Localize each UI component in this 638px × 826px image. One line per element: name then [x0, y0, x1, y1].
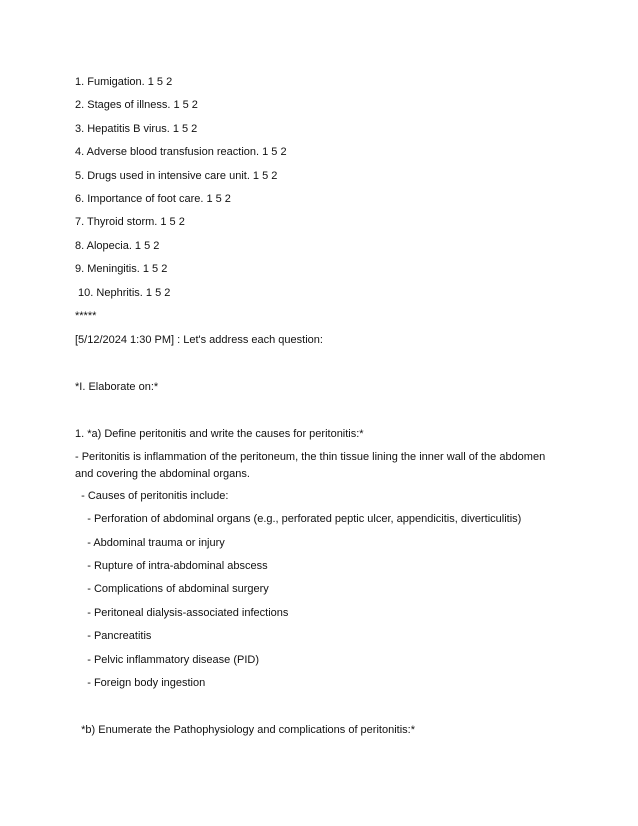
question-item: 8. Alopecia. 1 5 2 [75, 240, 160, 252]
subsection-heading: *b) Enumerate the Pathophysiology and complications of peritonitis:* [75, 724, 415, 736]
message-header: [5/12/2024 1:30 PM] : Let's address each question: [75, 334, 323, 346]
definition-paragraph: - Peritonitis is inflammation of the peritoneum, the thin tissue lining the inner wall of the abdomen and covering the abdominal organs. [75, 451, 546, 480]
list-item: - Pancreatitis [75, 630, 152, 642]
question-item: 4. Adverse blood transfusion reaction. 1 5 2 [75, 146, 287, 158]
list-item: - Peritoneal dialysis-associated infections [75, 607, 289, 619]
separator-text: ***** [75, 310, 97, 322]
question-item: 7. Thyroid storm. 1 5 2 [75, 216, 185, 228]
question-item: 1. Fumigation. 1 5 2 [75, 76, 173, 88]
question-item: 3. Hepatitis B virus. 1 5 2 [75, 123, 198, 135]
section-heading: *I. Elaborate on:* [75, 381, 159, 393]
question-item: 5. Drugs used in intensive care unit. 1 5 2 [75, 170, 278, 182]
list-item: - Abdominal trauma or injury [75, 537, 225, 549]
subsection-heading: 1. *a) Define peritonitis and write the causes for peritonitis:* [75, 428, 364, 440]
question-item: 9. Meningitis. 1 5 2 [75, 263, 168, 275]
list-item: - Pelvic inflammatory disease (PID) [75, 654, 259, 666]
list-item: - Foreign body ingestion [75, 677, 206, 689]
list-item: - Rupture of intra-abdominal abscess [75, 560, 268, 572]
question-item: 6. Importance of foot care. 1 5 2 [75, 193, 231, 205]
question-item: 2. Stages of illness. 1 5 2 [75, 99, 198, 111]
question-item: 10. Nephritis. 1 5 2 [75, 287, 171, 299]
list-item: - Complications of abdominal surgery [75, 583, 269, 595]
list-item: - Perforation of abdominal organs (e.g., perforated peptic ulcer, appendicitis, diverticulitis) [75, 513, 522, 525]
causes-heading: - Causes of peritonitis include: [75, 490, 229, 502]
